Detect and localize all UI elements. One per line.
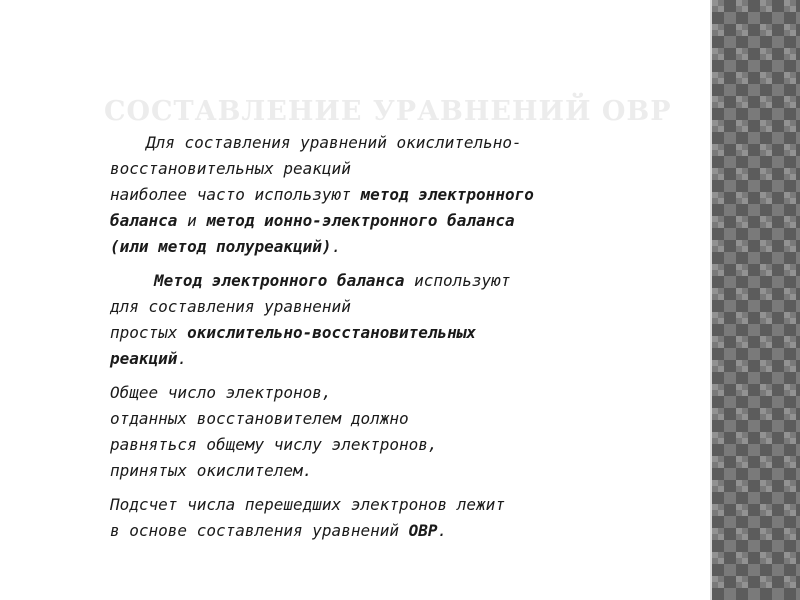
p2-line-1-text: используют <box>404 271 511 290</box>
p2-line-4 <box>110 346 710 372</box>
slide-body <box>110 130 710 552</box>
p1-line-3 <box>110 182 710 208</box>
p2-line-3 <box>110 320 710 346</box>
p2-line-4-period: . <box>177 349 188 368</box>
p1-line-1: Для составления уравнений окислительно- <box>146 133 522 152</box>
p4-line-2 <box>110 518 710 544</box>
p2-line-3-text: простых <box>110 323 188 342</box>
p2-line-1 <box>110 268 710 294</box>
p1-line-3-text: наиболее часто используют <box>110 185 361 204</box>
p1-line-5 <box>110 234 710 260</box>
p1-line-2: восстановительных реакций <box>110 159 351 178</box>
term-redox: окислительно-восстановительных <box>187 323 477 342</box>
p4-line-2-period: . <box>437 521 448 540</box>
term-reactions: реакций <box>110 349 178 368</box>
p1-line-4-and: и <box>177 211 207 230</box>
p4-line-2-text: в основе составления уравнений <box>110 521 409 540</box>
p4-line-1: Подсчет числа перешедших электронов лежит <box>110 495 505 514</box>
paragraph-3 <box>110 380 710 484</box>
p2-line-2: для составления уравнений <box>110 297 351 316</box>
decorative-pattern-strip <box>712 0 800 600</box>
term-half-reaction-method: (или метод полуреакций) <box>110 237 332 256</box>
p1-line-4 <box>110 208 710 234</box>
p3-line-4: принятых окислителем. <box>110 461 313 480</box>
paragraph-2 <box>110 268 710 372</box>
p3-line-2: отданных восстановителем должно <box>110 409 409 428</box>
p3-line-3: равняться общему числу электронов, <box>110 435 438 454</box>
p1-line-5-period: . <box>331 237 342 256</box>
paragraph-1 <box>110 130 710 260</box>
term-ovr: ОВР <box>408 521 438 540</box>
slide-title: СОСТАВЛЕНИЕ УРАВНЕНИЙ ОВР <box>104 96 672 127</box>
term-electron-balance-method-2: Метод электронного баланса <box>154 271 405 290</box>
term-balance: баланса <box>110 211 178 230</box>
term-ion-electron-method: метод ионно-электронного баланса <box>206 211 515 230</box>
paragraph-4 <box>110 492 710 544</box>
term-electron-balance-method: метод электронного <box>360 185 534 204</box>
p3-line-1: Общее число электронов, <box>110 383 332 402</box>
